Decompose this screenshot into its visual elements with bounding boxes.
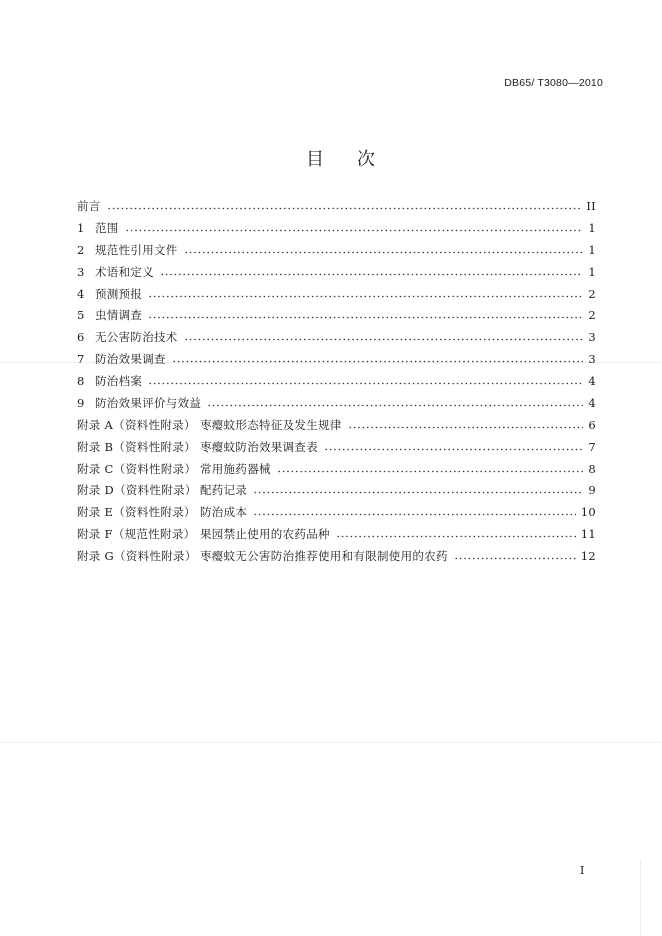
toc-entry	[77, 284, 596, 306]
appendix-title: 枣瘿蚊形态特征及发生规律	[200, 417, 342, 432]
appendix-label: 附录 E（资料性附录）	[77, 505, 196, 520]
toc-entry-preface	[77, 196, 596, 218]
toc-appendix-entry	[77, 546, 596, 568]
table-of-contents	[77, 196, 596, 568]
toc-entry-page: 2	[588, 286, 596, 301]
toc-entry-page: 2	[588, 308, 596, 323]
toc-appendix-entry	[77, 437, 596, 459]
dot-leader	[277, 465, 583, 473]
dot-leader	[253, 486, 583, 494]
appendix-title: 防治成本	[200, 505, 248, 520]
toc-entry	[77, 393, 596, 415]
toc-entry-label: 防治档案	[95, 374, 143, 388]
toc-entry	[77, 262, 596, 284]
toc-appendix-entry	[77, 502, 596, 524]
toc-entry	[77, 327, 596, 349]
dot-leader	[336, 530, 576, 538]
appendix-label: 附录 F（规范性附录）	[77, 527, 196, 542]
toc-entry-page: 1	[588, 242, 596, 257]
toc-entry	[77, 240, 596, 262]
dot-leader	[184, 246, 583, 254]
toc-entry-page: 4	[588, 395, 596, 410]
toc-entry-page: 8	[588, 461, 596, 476]
toc-entry-page: 3	[588, 330, 596, 345]
toc-entry-label: 无公害防治技术	[95, 330, 178, 345]
toc-entry-number: 4	[77, 286, 85, 301]
toc-entry-number: 1	[77, 220, 85, 235]
page-number: I	[580, 864, 585, 877]
appendix-title: 配药记录	[200, 483, 248, 498]
toc-entry-number: 2	[77, 242, 85, 257]
toc-entry-label: 虫情调查	[95, 308, 143, 323]
toc-entry-label: 规范性引用文件	[95, 242, 178, 257]
dot-leader	[253, 508, 576, 516]
dot-leader	[148, 311, 583, 319]
toc-appendix-entry	[77, 524, 596, 546]
appendix-label: 附录 G（资料性附录）	[77, 549, 197, 563]
dot-leader	[148, 290, 583, 298]
toc-entry-page: 1	[588, 264, 596, 279]
toc-entry-page: 11	[580, 527, 596, 542]
toc-entry-page: 7	[588, 439, 596, 454]
toc-entry-page: 12	[580, 549, 596, 563]
toc-entry-page: 9	[588, 483, 596, 498]
toc-entry-number: 9	[77, 395, 85, 410]
toc-entry-page: 4	[588, 374, 596, 388]
dot-leader	[107, 202, 582, 210]
appendix-label: 附录 D（资料性附录）	[77, 483, 197, 498]
toc-entry-label: 术语和定义	[95, 264, 154, 279]
toc-entry	[77, 371, 596, 393]
dot-leader	[148, 377, 583, 385]
toc-entry-label: 前言	[77, 199, 101, 213]
dot-leader	[160, 268, 583, 276]
toc-appendix-entry	[77, 459, 596, 481]
toc-entry-page: 1	[588, 220, 596, 235]
toc-entry-number: 3	[77, 264, 85, 279]
toc-entry-label: 范围	[95, 220, 119, 235]
toc-entry-label: 防治效果评价与效益	[95, 395, 202, 410]
appendix-title: 常用施药器械	[200, 461, 271, 476]
dot-leader	[125, 224, 583, 232]
appendix-title: 果园禁止使用的农药品种	[200, 527, 330, 542]
toc-entry-number: 6	[77, 330, 85, 345]
toc-entry	[77, 218, 596, 240]
standard-code: DB65/ T3080—2010	[504, 77, 603, 89]
toc-entry-number: 8	[77, 374, 85, 388]
page-title: 目 次	[306, 149, 383, 170]
toc-entry-number: 7	[77, 352, 85, 367]
toc-entry-number: 5	[77, 308, 85, 323]
toc-entry-page: 10	[580, 505, 596, 520]
toc-entry-page: II	[586, 199, 596, 213]
appendix-label: 附录 A（资料性附录）	[77, 417, 196, 432]
toc-appendix-entry	[77, 415, 596, 437]
dot-leader	[172, 355, 583, 363]
dot-leader	[184, 333, 583, 341]
toc-entry-label: 预测预报	[95, 286, 143, 301]
toc-entry-label: 防治效果调查	[95, 352, 166, 367]
appendix-label: 附录 C（资料性附录）	[77, 461, 197, 476]
dot-leader	[207, 399, 583, 407]
toc-entry	[77, 305, 596, 327]
dot-leader	[348, 421, 583, 429]
toc-entry	[77, 349, 596, 371]
toc-entry-page: 3	[588, 352, 596, 367]
toc-entry-page: 6	[588, 417, 596, 432]
dot-leader	[324, 443, 583, 451]
dot-leader	[454, 552, 576, 560]
scan-artifact-edge	[640, 860, 641, 936]
toc-appendix-entry	[77, 480, 596, 502]
appendix-title: 枣瘿蚊无公害防治推荐使用和有限制使用的农药	[200, 549, 448, 563]
appendix-label: 附录 B（资料性附录）	[77, 439, 196, 454]
scan-artifact-line	[0, 742, 662, 743]
appendix-title: 枣瘿蚊防治效果调查表	[200, 439, 318, 454]
